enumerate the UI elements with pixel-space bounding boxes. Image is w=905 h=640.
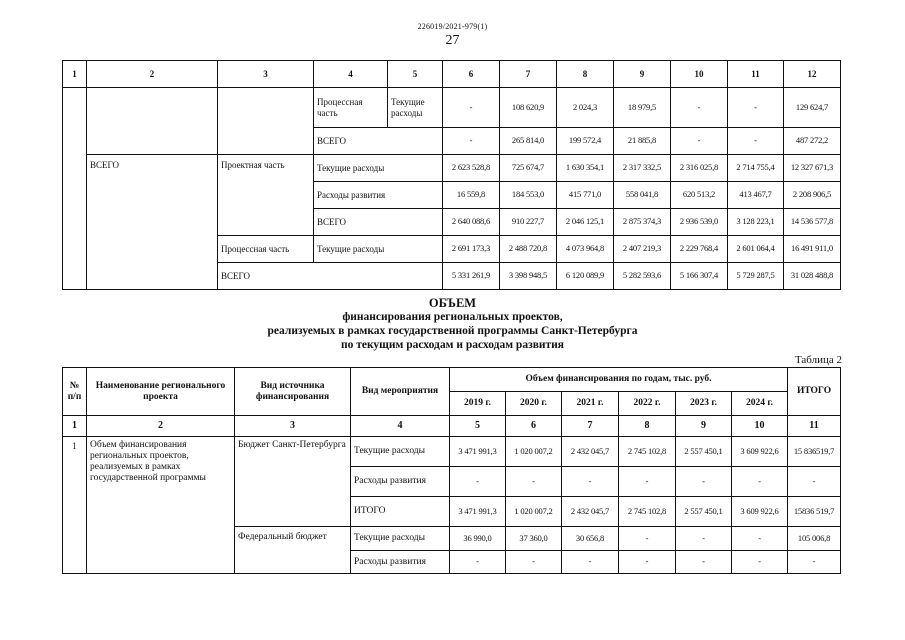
table-cell: 2 488 720,8 (500, 236, 557, 263)
table-cell: 2 317 332,5 (614, 155, 671, 182)
header-cell: 7 (500, 61, 557, 88)
table-row (63, 88, 841, 128)
table-cell: 6 120 089,9 (557, 263, 614, 290)
table-cell: 2 640 088,6 (443, 209, 500, 236)
table-cell: 108 620,9 (500, 88, 557, 128)
index-cell: 9 (676, 416, 732, 437)
table-cell: 725 674,7 (500, 155, 557, 182)
table-cell: 3 128 223,1 (728, 209, 784, 236)
table-cell: - (450, 467, 506, 497)
funding-source: Федеральный бюджет (235, 527, 351, 574)
table-cell: 3 609 922,6 (732, 437, 788, 467)
table-cell: - (732, 527, 788, 551)
table-cell: - (671, 128, 728, 155)
header-activity: Вид мероприятия (351, 368, 450, 416)
table-cell: - (676, 467, 732, 497)
header-year: 2020 г. (506, 392, 562, 416)
table-cell: 2 601 064,4 (728, 236, 784, 263)
table-cell: - (671, 88, 728, 128)
index-cell: 3 (235, 416, 351, 437)
header-cell: 6 (443, 61, 500, 88)
funding-source: Бюджет Санкт-Петербурга (235, 437, 351, 527)
table-cell: 620 513,2 (671, 182, 728, 209)
table-cell: - (619, 527, 676, 551)
index-cell: 1 (63, 416, 87, 437)
table-cell: - (788, 467, 841, 497)
header-total: ИТОГО (788, 368, 841, 416)
header-cell: 3 (218, 61, 314, 88)
table-cell: 31 028 488,8 (784, 263, 841, 290)
table-cell: ВСЕГО (314, 128, 443, 155)
table-cell: 1 020 007,2 (506, 437, 562, 467)
section-subtitle: по текущим расходам и расходам развития (340, 339, 565, 351)
table-cell: Процессная часть (314, 88, 388, 128)
index-cell: 8 (619, 416, 676, 437)
table-cell: 2 875 374,3 (614, 209, 671, 236)
table-cell: 18 979,5 (614, 88, 671, 128)
table-cell: 3 471 991,3 (450, 437, 506, 467)
table-cell: - (732, 467, 788, 497)
table-cell: 2 432 045,7 (562, 437, 619, 467)
table-cell: ВСЕГО (87, 155, 218, 290)
table-cell: Расходы развития (314, 182, 443, 209)
index-cell: 5 (450, 416, 506, 437)
index-cell: 6 (506, 416, 562, 437)
table-cell: - (619, 551, 676, 574)
table-cell: 2 745 102,8 (619, 497, 676, 527)
table-cell: 3 471 991,3 (450, 497, 506, 527)
table-cell: - (562, 551, 619, 574)
index-cell: 10 (732, 416, 788, 437)
table-cell: - (443, 128, 500, 155)
table-cell: 2 557 450,1 (676, 497, 732, 527)
document-id: 226019/2021-979(1) (417, 22, 488, 31)
table-cell: 16 491 911,0 (784, 236, 841, 263)
table-cell: 37 360,0 (506, 527, 562, 551)
page-number: 27 (445, 33, 460, 48)
index-row (63, 416, 841, 437)
header-source: Вид источника финансирования (235, 368, 351, 416)
table-cell: Процессная часть (218, 236, 314, 263)
activity-type: ИТОГО (351, 497, 450, 527)
header-cell: 11 (728, 61, 784, 88)
table-cell: 2 024,3 (557, 88, 614, 128)
header-year: 2021 г. (562, 392, 619, 416)
table-cell: - (732, 551, 788, 574)
table-cell: 15 836519,7 (788, 437, 841, 467)
table-cell: 2 316 025,8 (671, 155, 728, 182)
header-year: 2024 г. (732, 392, 788, 416)
activity-type: Текущие расходы (351, 437, 450, 467)
index-cell: 11 (788, 416, 841, 437)
table-label: Таблица 2 (794, 354, 842, 366)
activity-type: Расходы развития (351, 467, 450, 497)
table-cell: 2 208 906,5 (784, 182, 841, 209)
header-cell: 4 (314, 61, 388, 88)
table-cell: Текущие расходы (388, 88, 443, 128)
header-project-name: Наименование регионального проекта (87, 368, 235, 416)
table-cell: 14 536 577,8 (784, 209, 841, 236)
table-cell: 2 557 450,1 (676, 437, 732, 467)
table-header-row (63, 368, 841, 392)
table-cell: Проектная часть (218, 155, 314, 236)
table-cell: - (562, 467, 619, 497)
table-cell: 1 020 007,2 (506, 497, 562, 527)
summary-table (62, 60, 841, 290)
table-cell (218, 88, 314, 155)
table-cell: Текущие расходы (314, 155, 443, 182)
table-cell: - (728, 128, 784, 155)
table-cell: 2 046 125,1 (557, 209, 614, 236)
table-cell (87, 88, 218, 155)
header-cell: 2 (87, 61, 218, 88)
table-cell: 16 559,8 (443, 182, 500, 209)
table-cell: 2 229 768,4 (671, 236, 728, 263)
table-cell: 910 227,7 (500, 209, 557, 236)
section-subtitle: финансирования региональных проектов, (342, 311, 563, 323)
table-cell: 4 073 964,8 (557, 236, 614, 263)
table-cell: 199 572,4 (557, 128, 614, 155)
table-cell: 2 936 539,0 (671, 209, 728, 236)
table-cell: 15836 519,7 (788, 497, 841, 527)
table-cell: 558 041,8 (614, 182, 671, 209)
index-cell: 2 (87, 416, 235, 437)
table-row (63, 155, 841, 182)
table-header-row (63, 61, 841, 88)
table-cell (63, 88, 87, 290)
table-cell: 36 990,0 (450, 527, 506, 551)
regional-projects-table (62, 367, 841, 574)
project-name: Объем финансирования региональных проектов, реализуемых в рамках государственной программы (87, 437, 235, 574)
table-cell: 2 432 045,7 (562, 497, 619, 527)
table-cell: - (676, 551, 732, 574)
table-cell: ВСЕГО (314, 209, 443, 236)
header-year: 2019 г. (450, 392, 506, 416)
index-cell: 4 (351, 416, 450, 437)
table-cell: 415 771,0 (557, 182, 614, 209)
table-cell: 487 272,2 (784, 128, 841, 155)
table-cell: - (443, 88, 500, 128)
table-cell: - (788, 551, 841, 574)
table-cell: 2 407 219,3 (614, 236, 671, 263)
table-cell: 12 327 671,3 (784, 155, 841, 182)
table-cell: 1 630 354,1 (557, 155, 614, 182)
table-cell: 413 467,7 (728, 182, 784, 209)
table-cell: 2 623 528,8 (443, 155, 500, 182)
index-cell: 7 (562, 416, 619, 437)
table-cell: - (676, 527, 732, 551)
table-cell: 3 398 948,5 (500, 263, 557, 290)
header-cell: 10 (671, 61, 728, 88)
header-cell: 9 (614, 61, 671, 88)
table-cell: 21 885,8 (614, 128, 671, 155)
table-cell: 2 714 755,4 (728, 155, 784, 182)
table-cell: 5 331 261,9 (443, 263, 500, 290)
table-cell: ВСЕГО (218, 263, 443, 290)
section-title: ОБЪЕМ (428, 296, 477, 310)
table-cell: - (506, 551, 562, 574)
table-cell: Текущие расходы (314, 236, 443, 263)
table-cell: 3 609 922,6 (732, 497, 788, 527)
header-cell: 8 (557, 61, 614, 88)
header-cell: 1 (63, 61, 87, 88)
header-cell: 5 (388, 61, 443, 88)
table-cell: 2 745 102,8 (619, 437, 676, 467)
table-row (63, 437, 841, 467)
table-cell: 5 166 307,4 (671, 263, 728, 290)
table-cell: 105 006,8 (788, 527, 841, 551)
section-subtitle: реализуемых в рамках государственной программы Санкт-Петербурга (267, 325, 638, 337)
table-cell: - (450, 551, 506, 574)
header-num: № п/п (63, 368, 87, 416)
table-cell: - (728, 88, 784, 128)
header-cell: 12 (784, 61, 841, 88)
header-year: 2022 г. (619, 392, 676, 416)
table-cell: 30 656,8 (562, 527, 619, 551)
table-cell: 184 553,0 (500, 182, 557, 209)
activity-type: Расходы развития (351, 551, 450, 574)
header-year: 2023 г. (676, 392, 732, 416)
header-volume: Объем финансирования по годам, тыс. руб. (450, 368, 788, 392)
table-cell: - (506, 467, 562, 497)
table-cell: 5 282 593,6 (614, 263, 671, 290)
table-cell: 5 729 287,5 (728, 263, 784, 290)
row-number: 1 (63, 437, 87, 574)
table-cell: 265 814,0 (500, 128, 557, 155)
table-cell: 129 624,7 (784, 88, 841, 128)
table-cell: 2 691 173,3 (443, 236, 500, 263)
activity-type: Текущие расходы (351, 527, 450, 551)
table-cell: - (619, 467, 676, 497)
